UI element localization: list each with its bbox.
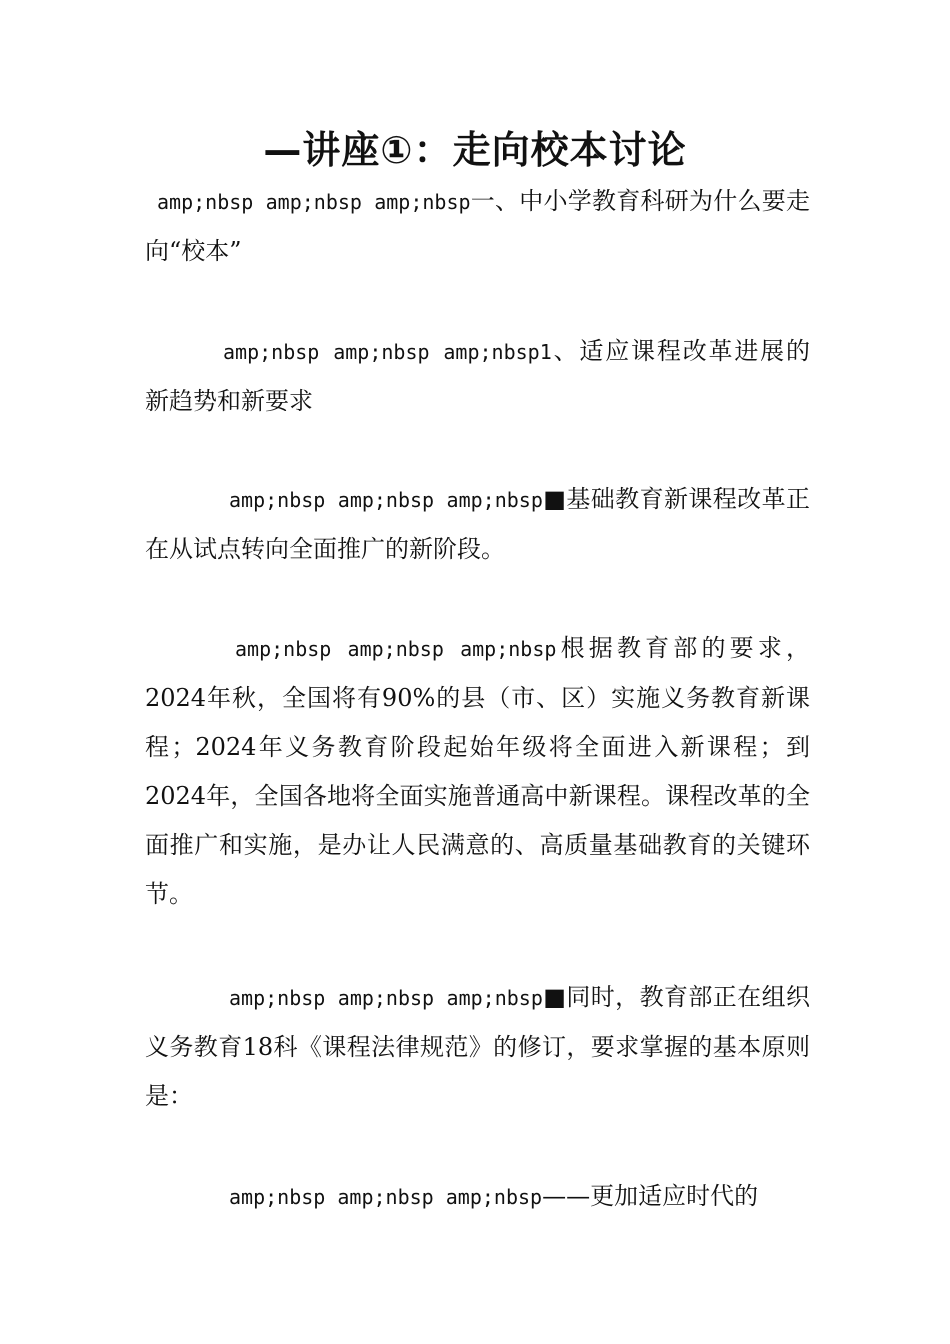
paragraph-text: 同时，教育部正在组织义务教育18科《课程法律规范》的修订，要求掌握的基本原则是：	[145, 983, 810, 1110]
paragraph-text: 基础教育新课程改革正在从试点转向全面推广的新阶段。	[145, 485, 810, 563]
paragraph-prefix: amp;nbsp amp;nbsp amp;nbsp	[229, 986, 543, 1010]
paragraph-prefix: amp;nbsp amp;nbsp amp;nbsp1	[223, 340, 552, 364]
paragraph-text: ——更加适应时代的	[542, 1182, 759, 1210]
paragraph-text: 、适应课程改革进展的新趋势和新要求	[145, 337, 811, 415]
paragraph-text: 根据教育部的要求，2024年秋，全国将有90%的县（市、区）实施义务教育新课程；2024年义务教育阶段起始年级将全面进入新课程；到2024年，全国各地将全面实施普通高中新课程。课程改革的全面推广和实施，是办让人民满意的、高质量基础教育的关键环节。	[145, 634, 810, 908]
bullet-square: ■	[542, 983, 567, 1011]
document-title: —讲座①：走向校本讨论	[263, 128, 687, 172]
bullet-square: ■	[542, 485, 567, 513]
paragraph-prefix: amp;nbsp amp;nbsp amp;nbsp	[235, 637, 557, 661]
paragraph-1	[145, 177, 810, 276]
paragraph-prefix: amp;nbsp amp;nbsp amp;nbsp	[229, 488, 543, 512]
paragraph-4	[145, 624, 810, 919]
paragraph-prefix: amp;nbsp amp;nbsp amp;nbsp	[157, 190, 471, 214]
paragraph-6	[145, 1172, 810, 1222]
paragraph-prefix: amp;nbsp amp;nbsp amp;nbsp	[229, 1185, 543, 1209]
paragraph-text: 一、中小学教育科研为什么要走向“校本”	[145, 187, 810, 265]
paragraph-3	[145, 475, 810, 574]
paragraph-2	[145, 327, 810, 426]
paragraph-5	[145, 973, 810, 1121]
